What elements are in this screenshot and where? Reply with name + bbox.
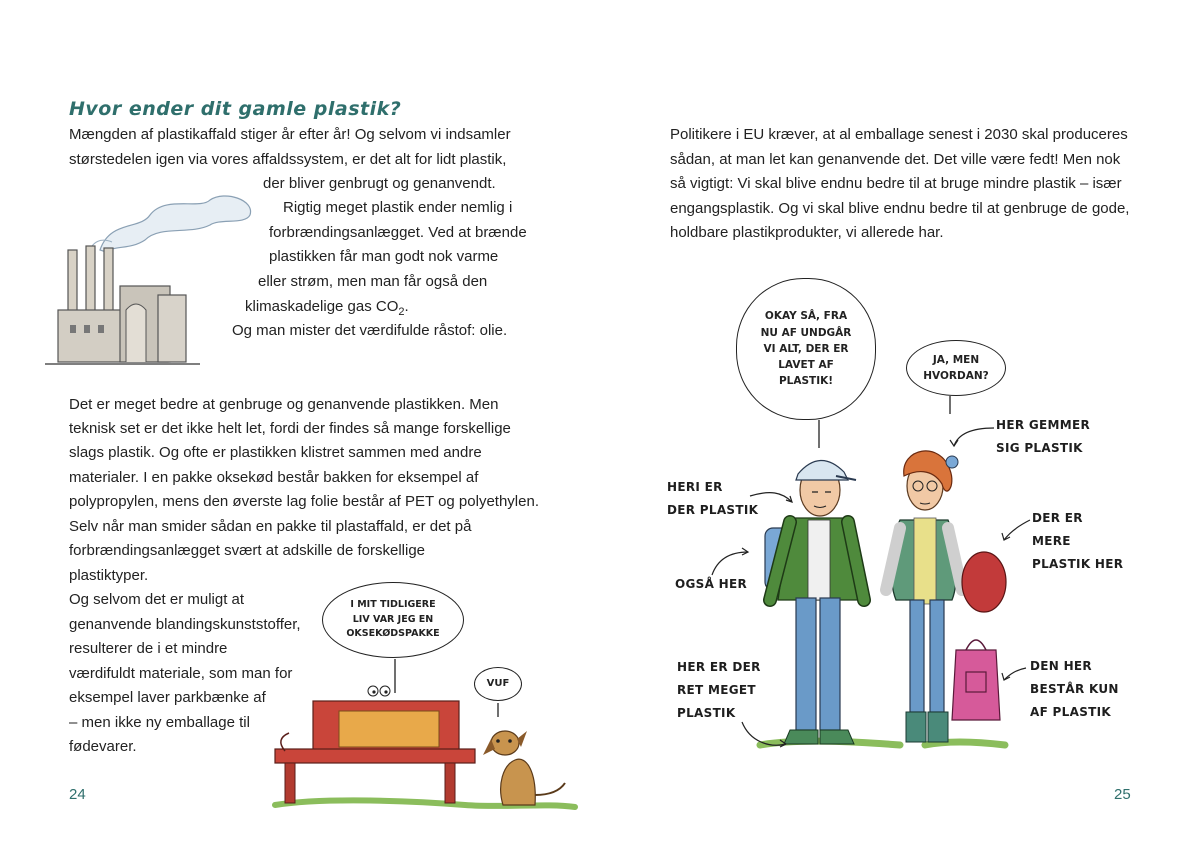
bubble-line: OKSEKØDSPAKKE: [346, 628, 440, 640]
bubble-line: VI ALT, DER ER: [763, 342, 849, 355]
paragraph-line: størstedelen igen via vores affaldssystem, er det alt for lidt plastik,: [69, 151, 507, 168]
paragraph-line: – men ikke ny emballage til: [69, 714, 250, 731]
bubble-line: I MIT TIDLIGERE: [350, 598, 436, 610]
bubble-line: PLASTIK!: [778, 375, 834, 388]
paragraph-line: værdifuldt materiale, som man for: [69, 665, 293, 682]
bubble-line: JA, MEN: [932, 353, 980, 366]
co2-period: .: [404, 298, 409, 315]
paragraph-line: plastiktyper.: [69, 567, 149, 584]
paragraph-line: fødevarer.: [69, 738, 137, 755]
paragraph-line: Mængden af plastikaffald stiger år efter år! Og selvom vi indsamler: [69, 126, 511, 143]
paragraph-line: plastikken får man godt nok varme: [269, 248, 499, 265]
label-line: PLASTIK: [677, 706, 736, 720]
paragraph-line: materialer. I en pakke oksekød består bakken for eksempel af: [69, 469, 479, 486]
label-line: BESTÅR KUN: [1030, 682, 1119, 696]
bubble-line: NU AF UNDGÅR: [760, 326, 852, 339]
paragraph-line: Rigtig meget plastik ender nemlig i: [283, 199, 513, 216]
label-line: HER ER DER: [677, 660, 761, 674]
label-line: RET MEGET: [677, 683, 756, 697]
co2-subscript: 2: [398, 306, 405, 318]
paragraph-line: Det er meget bedre at genbruge og genanvende plastikken. Men: [69, 396, 499, 413]
label-line: DEN HER: [1030, 659, 1092, 673]
paragraph-line: engangsplastik. Og vi skal blive endnu bedre til at genbruge de gode,: [670, 200, 1130, 217]
label-line: DER PLASTIK: [667, 503, 759, 517]
co2-text: klimaskadelige gas CO: [245, 298, 399, 315]
characters-illustration: [600, 0, 1200, 849]
paragraph-line: polypropylen, mens den øverste lag folie består af PET og polyethylen.: [69, 493, 539, 510]
bubble-line: HVORDAN?: [923, 370, 989, 382]
paragraph-line: resulterer de i et mindre: [69, 640, 228, 657]
paragraph-line: teknisk set er det ikke helt let, fordi der findes så mange forskellige: [69, 420, 511, 437]
page-number: 25: [1114, 786, 1131, 803]
right-page: [600, 0, 1200, 849]
paragraph-line: genanvende blandingskunststoffer,: [69, 616, 301, 633]
bubble-text: VUF: [486, 678, 510, 690]
paragraph-line: sådan, at man let kan genanvende det. Det ville være fedt! Men nok: [670, 151, 1121, 168]
page-number: 24: [69, 786, 86, 803]
bubble-line: LIV VAR JEG EN: [352, 613, 434, 625]
label-line: SIG PLASTIK: [996, 441, 1083, 455]
bubble-line: LAVET AF: [778, 359, 834, 372]
paragraph-line: Og man mister det værdifulde råstof: olie.: [232, 322, 508, 339]
paragraph-line: forbrændingsanlægget svært at adskille de forskellige: [69, 542, 426, 559]
paragraph-line: slags plastik. Og ofte er plastikken klistret sammen med andre: [69, 444, 482, 461]
paragraph-line: Selv når man smider sådan en pakke til plastaffald, er det på: [69, 518, 472, 535]
paragraph-line: eller strøm, men man får også den: [258, 273, 488, 290]
bubble-line: OKAY SÅ, FRA: [764, 310, 848, 323]
paragraph-line: Og selvom det er muligt at: [69, 591, 245, 608]
bench-illustration: [265, 655, 585, 815]
label-line: PLASTIK HER: [1032, 557, 1124, 571]
paragraph-line: så vigtigt: Vi skal blive endnu bedre til at bruge mindre plastik – især: [670, 175, 1122, 192]
paragraph-line: holdbare plastikprodukter, vi allerede har.: [670, 224, 944, 241]
paragraph-line: Politikere i EU kræver, at al emballage senest i 2030 skal produceres: [670, 126, 1128, 143]
label-line: OGSÅ HER: [675, 577, 748, 591]
section-heading: Hvor ender dit gamle plastik?: [69, 98, 402, 120]
label-line: MERE: [1032, 534, 1071, 548]
paragraph-line: der bliver genbrugt og genanvendt.: [263, 175, 496, 192]
factory-illustration: [40, 190, 260, 370]
bench-speech-bubble: [322, 582, 464, 658]
label-line: DER ER: [1032, 511, 1083, 525]
co2-line: [245, 297, 409, 322]
paragraph-line: forbrændingsanlægget. Ved at brænde: [269, 224, 527, 241]
label-line: HERI ER: [667, 480, 723, 494]
label-line: HER GEMMER: [996, 418, 1091, 432]
paragraph-line: eksempel laver parkbænke af: [69, 689, 266, 706]
label-line: AF PLASTIK: [1030, 705, 1111, 719]
